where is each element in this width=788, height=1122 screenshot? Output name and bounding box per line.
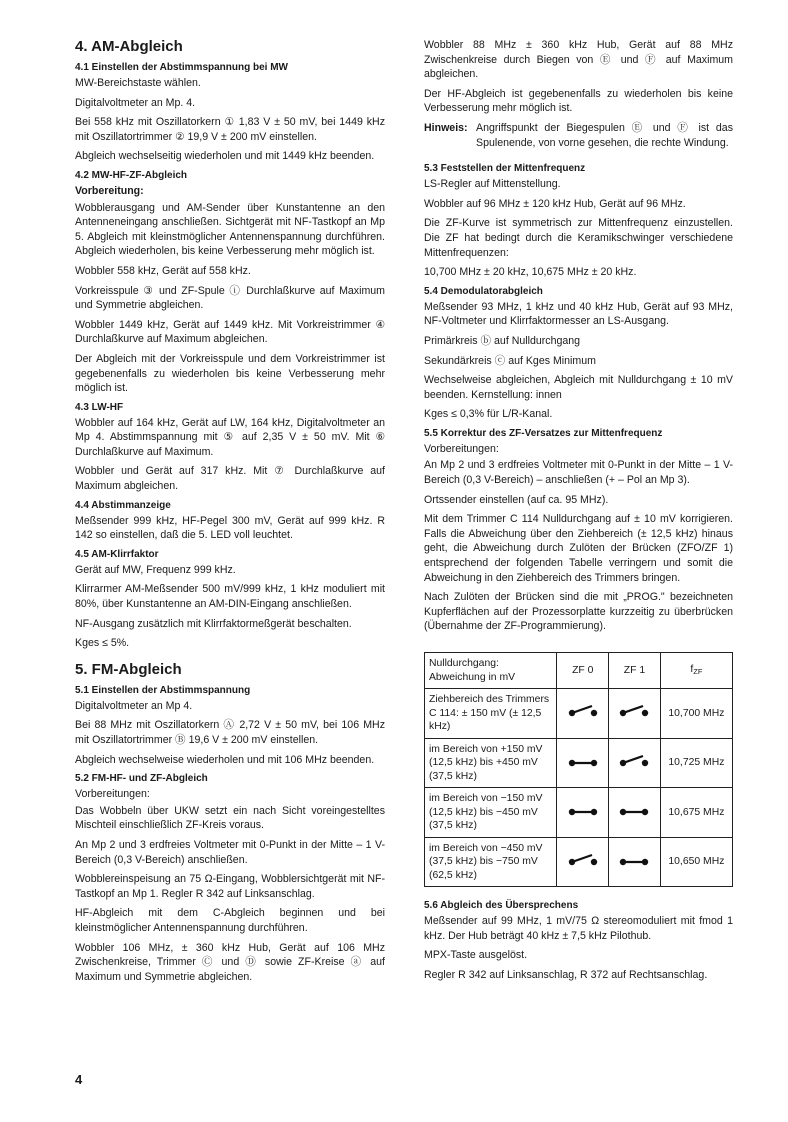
table-row: [425, 689, 733, 739]
paragraph: Bei 88 MHz mit Oszillatorkern Ⓐ 2,72 V ± 50 mV, bei 106 MHz mit Oszillatortrimmer Ⓑ 19,6 V ± 200 mV einstellen.: [75, 719, 385, 746]
switch-open-icon: [567, 853, 599, 867]
switch-icon: [609, 738, 661, 788]
paragraph: Meßsender auf 99 MHz, 1 mV/75 Ω stereomoduliert mit fmod 1 kHz. Der Hub beträgt 40 kHz ± 7,5 kHz Pilothub.: [424, 915, 733, 942]
switch-closed-icon: [618, 803, 650, 817]
paragraph: Ortssender einstellen (auf ca. 95 MHz).: [424, 493, 609, 506]
row-frequency: 10,725 MHz: [660, 738, 732, 788]
paragraph: An Mp 2 und 3 erdfreies Voltmeter mit 0-Punkt in der Mitte – 1 V-Bereich (0,3 V-Bereich) – anschließen (+ – Pol an Mp 3).: [424, 459, 733, 487]
prep-label: Vorbereitungen:: [75, 788, 150, 801]
section-4-5-title: 4.5 AM-Klirrfaktor: [75, 548, 159, 560]
paragraph: Regler R 342 auf Linksanschlag, R 372 auf Rechtsanschlag.: [424, 968, 708, 981]
paragraph: An Mp 2 und 3 erdfreies Voltmeter mit 0-Punkt in der Mitte – 1 V-Bereich (0,3 V-Bereich) anschließen.: [75, 838, 385, 866]
header-fzf: $f_{ZF}$: [660, 653, 732, 689]
paragraph: Wobbler 1449 kHz, Gerät auf 1449 kHz. Mit Vorkreistrimmer ④ Durchlaßkurve auf Maximum abgleichen.: [75, 318, 385, 346]
paragraph: Wobblereinspeisung an 75 Ω-Eingang, Wobblersichtgerät mit NF-Tastkopf an Mp 1. Regler R 342 auf Linksanschlag.: [75, 873, 385, 900]
section-5-4-title: 5.4 Demodulatorabgleich: [424, 285, 543, 297]
switch-open-icon: [567, 704, 599, 718]
section-4-2-title: 4.2 MW-HF-ZF-Abgleich: [75, 169, 188, 181]
section-4-4-title: 4.4 Abstimmanzeige: [75, 499, 171, 511]
prep-label: Vorbereitung:: [75, 184, 144, 197]
section-4-1-title: 4.1 Einstellen der Abstimmspannung bei MW: [75, 62, 288, 73]
table-header-row: [425, 653, 733, 689]
row-deviation: im Bereich von −450 mV (37,5 kHz) bis −750 mV (62,5 kHz): [425, 837, 557, 887]
switch-icon: [557, 689, 609, 739]
paragraph: Wobblerausgang und AM-Sender über Kunstantenne an den Antenneneingang anschließen. Sichtgerät mit NF-Tastkopf an Mp 5. Abgleich mit kleinstmöglicher Antennenspannung durchführen. Abgleich wiederholen, bis keine Verbesserung mehr möglich ist.: [75, 201, 385, 258]
paragraph: Das Wobbeln über UKW setzt ein nach Sicht voreingestelltes Mischteil einschließlich ZF-Kreis voraus.: [75, 804, 385, 832]
paragraph: Kges ≤ 5%.: [75, 637, 130, 650]
switch-icon: [609, 788, 661, 838]
row-frequency: 10,650 MHz: [660, 837, 732, 887]
switch-closed-icon: [567, 754, 599, 768]
table-row: [425, 788, 733, 838]
section-4-3-title: 4.3 LW-HF: [75, 401, 124, 413]
table-row: [425, 837, 733, 887]
paragraph: Mit dem Trimmer C 114 Nulldurchgang auf ± 10 mV korrigieren. Falls die Abweichung über den Ziehbereich (± 12,5 kHz) hinaus geht, die Abweichung durch Zulöten der Brücken (ZFO/ZF 1) entsprechend der folgenden Tabelle verringern und somit die Abweichung in den Ziehbereich des Trimmers bringen.: [424, 513, 733, 584]
header-deviation: Nulldurchgang: Abweichung in mV: [425, 653, 557, 689]
paragraph: Der HF-Abgleich ist gegebenenfalls zu wiederholen bis keine Verbesserung mehr möglich ist.: [424, 87, 733, 115]
switch-icon: [557, 788, 609, 838]
left-column: [75, 38, 385, 989]
header-zf1: ZF 1: [609, 653, 661, 689]
paragraph: Wechselweise abgleichen, Abgleich mit Nulldurchgang ± 10 mV beenden. Kernstellung: innen: [424, 374, 733, 401]
switch-icon: [557, 837, 609, 887]
paragraph: Kges ≤ 0,3% für L/R-Kanal.: [424, 408, 553, 421]
paragraph: Abgleich wechselseitig wiederholen und mit 1449 kHz beenden.: [75, 150, 375, 163]
paragraph: Sekundärkreis ⓒ auf Kges Minimum: [424, 354, 596, 367]
paragraph: Wobbler auf 96 MHz ± 120 kHz Hub, Gerät auf 96 MHz.: [424, 197, 686, 210]
right-column: [424, 38, 733, 987]
paragraph: 10,700 MHz ± 20 kHz, 10,675 MHz ± 20 kHz.: [424, 266, 637, 279]
paragraph: Wobbler auf 164 kHz, Gerät auf LW, 164 kHz, Digitalvoltmeter an Mp 4. Abstimmspannung mit ⑤ auf 2,35 V ± 50 mV. Mit ⑥ Durchlaßkurve auf Maximum.: [75, 416, 385, 458]
paragraph: Wobbler und Gerät auf 317 kHz. Mit ⑦ Durchlaßkurve auf Maximum abgleichen.: [75, 465, 385, 493]
section-5-title: 5. FM-Abgleich: [75, 660, 182, 678]
paragraph: Bei 558 kHz mit Oszillatorkern ① 1,83 V ± 50 mV, bei 1449 kHz mit Oszillatortrimmer ② 19,9 V ± 200 mV einstellen.: [75, 116, 385, 143]
table-row: [425, 738, 733, 788]
page-number: 4: [75, 1072, 83, 1087]
paragraph: Klirrarmer AM-Meßsender 500 mV/999 kHz, 1 kHz moduliert mit 80%, über Kunstantenne an AM-DIN-Eingang anschließen.: [75, 583, 385, 611]
row-frequency: 10,675 MHz: [660, 788, 732, 838]
bridge-table: [424, 652, 733, 887]
paragraph: Wobbler 558 kHz, Gerät auf 558 kHz.: [75, 264, 251, 277]
row-deviation: Ziehbereich des Trimmers C 114: ± 150 mV (± 12,5 kHz): [425, 689, 557, 739]
section-5-1-title: 5.1 Einstellen der Abstimmspannung: [75, 684, 251, 696]
section-4-title: 4. AM-Abgleich: [75, 38, 183, 55]
paragraph: LS-Regler auf Mittenstellung.: [424, 178, 561, 191]
hint-label: Hinweis:: [424, 121, 468, 134]
hint-text: Angriffspunkt der Biegespulen Ⓔ und Ⓕ ist das Spulenende, von vorne gesehen, die rechte Windung.: [476, 121, 733, 149]
row-deviation: im Bereich von −150 mV (12,5 kHz) bis −450 mV (37,5 kHz): [425, 788, 557, 838]
paragraph: Meßsender 93 MHz, 1 kHz und 40 kHz Hub, Gerät auf 93 MHz, NF-Voltmeter und Klirrfaktormesser an LS-Ausgang.: [424, 300, 733, 328]
switch-closed-icon: [567, 803, 599, 817]
paragraph: Wobbler 106 MHz, ± 360 kHz Hub, Gerät auf 106 MHz Zwischenkreise, Trimmer Ⓒ und Ⓓ sowie ZF-Kreise ⓐ auf Maximum und Symmetrie abgleichen.: [75, 941, 385, 983]
paragraph: MPX-Taste ausgelöst.: [424, 949, 528, 962]
paragraph: Digitalvoltmeter an Mp 4.: [75, 699, 193, 712]
switch-open-icon: [618, 754, 650, 768]
paragraph: Digitalvoltmeter an Mp. 4.: [75, 96, 196, 109]
section-5-6-title: 5.6 Abgleich des Übersprechens: [424, 900, 579, 911]
paragraph: Primärkreis ⓑ auf Nulldurchgang: [424, 334, 581, 347]
paragraph: Die ZF-Kurve ist symmetrisch zur Mittenfrequenz einzustellen. Die ZF hat bedingt durch die Keramikschwinger verschiedene Mittenfrequenzen:: [424, 217, 733, 259]
hint-note: [424, 121, 733, 150]
section-5-2-title: 5.2 FM-HF- und ZF-Abgleich: [75, 773, 208, 785]
switch-icon: [609, 837, 661, 887]
prep-label: Vorbereitungen:: [424, 442, 499, 455]
paragraph: Der Abgleich mit der Vorkreisspule und dem Vorkreistrimmer ist gegebenenfalls zu wiederholen bis keine Verbesserung mehr möglich ist.: [75, 352, 385, 395]
paragraph: Abgleich wechselweise wiederholen und mit 106 MHz beenden.: [75, 753, 375, 766]
section-5-5-title: 5.5 Korrektur des ZF-Versatzes zur Mittenfrequenz: [424, 427, 663, 439]
paragraph: Meßsender 999 kHz, HF-Pegel 300 mV, Gerät auf 999 kHz. R 142 so einstellen, daß die 5. LED voll leuchtet.: [75, 514, 385, 542]
switch-icon: [609, 689, 661, 739]
paragraph: Nach Zulöten der Brücken sind die mit „PROG." bezeichneten Kupferflächen auf der Prozessorplatte kurzzeitig zu überbrücken (Übernahme der ZF-Programmierung).: [424, 591, 733, 633]
paragraph: Wobbler 88 MHz ± 360 kHz Hub, Gerät auf 88 MHz Zwischenkreise durch Biegen von Ⓔ und Ⓕ auf Maximum abgleichen.: [424, 39, 733, 81]
paragraph: Gerät auf MW, Frequenz 999 kHz.: [75, 563, 236, 576]
paragraph: MW-Bereichstaste wählen.: [75, 77, 201, 89]
section-5-3-title: 5.3 Feststellen der Mittenfrequenz: [424, 163, 586, 175]
paragraph: Vorkreisspule ③ und ZF-Spule ⓘ Durchlaßkurve auf Maximum und Symmetrie abgleichen.: [75, 284, 385, 312]
header-zf0: ZF 0: [557, 653, 609, 689]
paragraph: NF-Ausgang zusätzlich mit Klirrfaktormeßgerät beschalten.: [75, 617, 352, 630]
row-frequency: 10,700 MHz: [660, 689, 732, 739]
switch-icon: [557, 738, 609, 788]
row-deviation: im Bereich von +150 mV (12,5 kHz) bis +450 mV (37,5 kHz): [425, 738, 557, 788]
switch-closed-icon: [618, 853, 650, 867]
paragraph: HF-Abgleich mit dem C-Abgleich beginnen und bei kleinstmöglicher Antennenspannung durchführen.: [75, 907, 385, 934]
switch-open-icon: [618, 704, 650, 718]
